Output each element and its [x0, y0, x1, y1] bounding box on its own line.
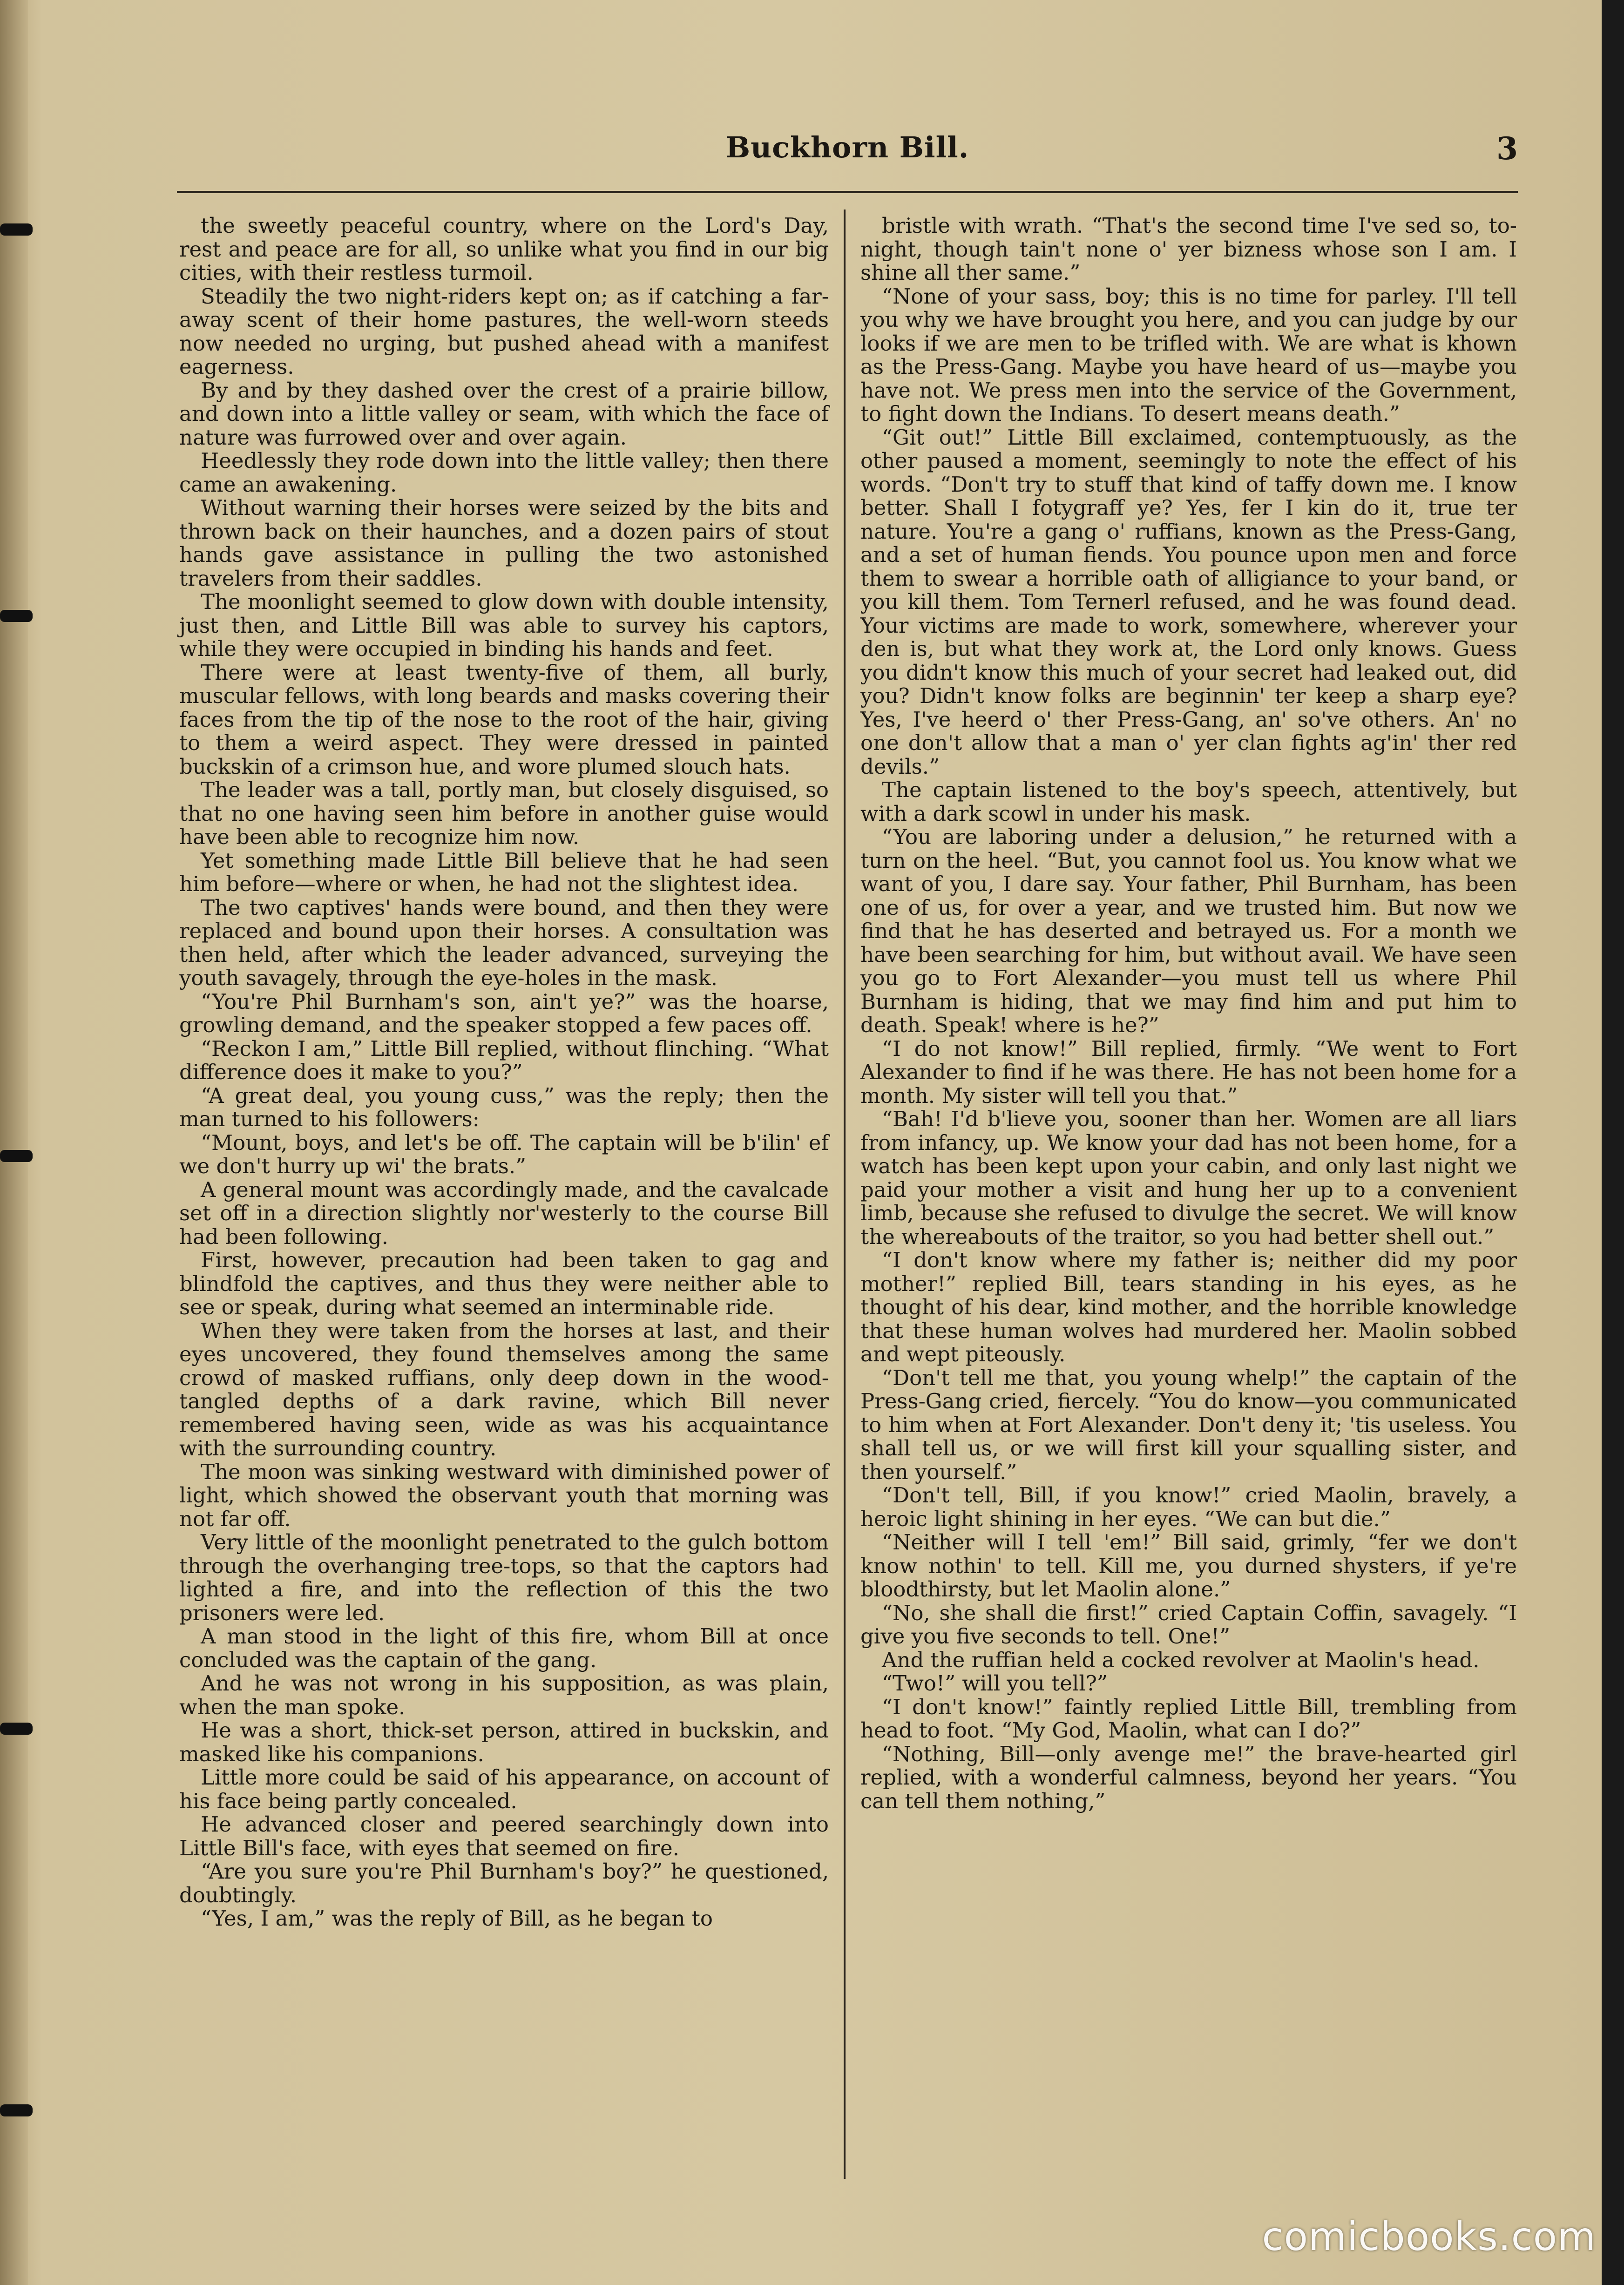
paragraph: And the ruffian held a cocked revolver at Maolin's head. — [882, 1647, 1480, 1672]
paragraph: “Mount, boys, and let's be off. The captain will be b'ilin' ef we don't hurry up wi' the brats.” — [179, 1130, 829, 1178]
paragraph: A general mount was accordingly made, and the cavalcade set off in a direction slightly nor'westerly to the course Bill had been following. — [179, 1177, 829, 1249]
paragraph: “No, she shall die first!” cried Captain Coffin, savagely. “I give you five seconds to tell. One!” — [860, 1600, 1517, 1649]
paragraph: “You're Phil Burnham's son, ain't ye?” was the hoarse, growling demand, and the speaker stopped a few paces off. — [179, 989, 829, 1037]
paragraph: He was a short, thick-set person, attired in buckskin, and masked like his companions. — [179, 1718, 829, 1766]
left-text-column — [179, 214, 829, 1931]
paragraph: And he was not wrong in his supposition, as was plain, when the man spoke. — [179, 1671, 829, 1719]
paragraph: Little more could be said of his appearance, on account of his face being partly concealed. — [179, 1765, 829, 1813]
paragraph: “Nothing, Bill—only avenge me!” the brave-hearted girl replied, with a wonderful calmness, beyond her years. “You can tell them nothing,” — [860, 1741, 1517, 1813]
paragraph: There were at least twenty-five of them, all burly, muscular fellows, with long beards and masks covering their faces from the tip of the nose to the root of the hair, giving to them a weird aspect. They were dressed in painted buckskin of a crimson hue, and wore plumed slouch hats. — [179, 660, 829, 779]
binding-edge — [0, 0, 28, 2285]
page-number: 3 — [1496, 130, 1518, 167]
running-title: Buckhorn Bill. — [725, 130, 969, 164]
binding-stitch — [0, 1723, 33, 1735]
paragraph: “Neither will I tell 'em!” Bill said, grimly, “fer we don't know nothin' to tell. Kill me, you durned shysters, if ye're bloodthirsty, but let Maolin alone.” — [860, 1530, 1517, 1602]
paragraph: First, however, precaution had been taken to gag and blindfold the captives, and thus they were neither able to see or speak, during what seemed an interminable ride. — [179, 1248, 829, 1319]
paragraph: The captain listened to the boy's speech, attentively, but with a dark scowl in under his mask. — [860, 777, 1517, 826]
paragraph: “You are laboring under a delusion,” he returned with a turn on the heel. “But, you cannot fool us. You know what we want of you, I dare say. Your father, Phil Burnham, has been one of us, for over a year, and we trusted him. But now we find that he has deserted and betrayed us. For a month we have been searching for him, but without avail. We have seen you go to Fort Alexander—you must tell us where Phil Burnham is hiding, that we may find him and put him to death. Speak! where is he?” — [860, 825, 1517, 1037]
paragraph: “Bah! I'd b'lieve you, sooner than her. Women are all liars from infancy, up. We know your dad has not been home, for a watch has been kept upon your cabin, and only last night we paid your mother a visit and hung her up to a convenient limb, because she refused to divulge the secret. We will know the whereabouts of the traitor, so you had better shell out.” — [860, 1107, 1517, 1249]
paragraph: When they were taken from the horses at last, and their eyes uncovered, they found themselves among the same crowd of masked ruffians, only deep down in the wood-tangled depths of a dark ravine, which Bill never remembered having seen, wide as was his acquaintance with the surrounding country. — [179, 1318, 829, 1460]
paragraph: “None of your sass, boy; this is no time for parley. I'll tell you why we have brought you here, and you can judge by our looks if we are men to be trifled with. We are what is khown as the Press-Gang. Maybe you have heard of us—maybe you have not. We press men into the service of the Government, to fight down the Indians. To desert means death.” — [860, 284, 1517, 426]
paragraph: The moonlight seemed to glow down with double intensity, just then, and Little Bill was able to survey his captors, while they were occupied in binding his hands and feet. — [179, 589, 829, 661]
header-rule — [177, 191, 1518, 193]
paragraph: “Don't tell me that, you young whelp!” the captain of the Press-Gang cried, fiercely. “You do know—you communicated to him when at Fort Alexander. Don't deny it; 'tis useless. You shall tell us, or we will first kill your squalling sister, and then yourself.” — [860, 1365, 1517, 1484]
paragraph: Very little of the moonlight penetrated to the gulch bottom through the overhanging tree-tops, so that the captors had lighted a fire, and into the reflection of this the two prisoners were led. — [179, 1530, 829, 1625]
paragraph: The moon was sinking westward with diminished power of light, which showed the observant youth that morning was not far off. — [179, 1459, 829, 1531]
paragraph: “I do not know!” Bill replied, firmly. “We went to Fort Alexander to find if he was there. He has not been home for a month. My sister will tell you that.” — [860, 1036, 1517, 1108]
paragraph: Without warning their horses were seized by the bits and thrown back on their haunches, and a dozen pairs of stout hands gave assistance in pulling the two astonished travelers from their saddles. — [179, 495, 829, 591]
paragraph: By and by they dashed over the crest of a prairie billow, and down into a little valley or seam, with which the face of nature was furrowed over and over again. — [179, 378, 829, 450]
paragraph: “A great deal, you young cuss,” was the reply; then the man turned to his followers: — [179, 1083, 829, 1131]
binding-stitch — [0, 223, 33, 236]
paragraph: “I don't know!” faintly replied Little Bill, trembling from head to foot. “My God, Maolin, what can I do?” — [860, 1694, 1517, 1743]
paragraph: “Yes, I am,” was the reply of Bill, as he began to — [201, 1906, 713, 1931]
paragraph: bristle with wrath. “That's the second time I've sed so, to-night, though tain't none o' yer bizness whose son I am. I shine all ther same.” — [860, 213, 1517, 285]
paragraph: “Git out!” Little Bill exclaimed, contemptuously, as the other paused a moment, seemingly to note the effect of his words. “Don't try to stuff that kind of taffy down me. I know better. Shall I fotygraff ye? Yes, fer I kin do it, true ter nature. You're a gang o' ruffians, known as the Press-Gang, and a set of human fiends. You pounce upon men and force them to swear a horrible oath of alligiance to your band, or you kill them. Tom Ternerl refused, and he was found dead. Your victims are made to work, somewhere, wherever your den is, but what they work at, the Lord only knows. Guess you didn't know this much of your secret had leaked out, did you? Didn't know folks are beginnin' ter keep a sharp eye? Yes, I've heerd o' ther Press-Gang, an' so've others. An' no one don't allow that a man o' yer clan fights ag'in' ther red devils.” — [860, 425, 1517, 779]
paragraph: The leader was a tall, portly man, but closely disguised, so that no one having seen him before in another guise would have been able to recognize him now. — [179, 777, 829, 849]
paragraph: the sweetly peaceful country, where on the Lord's Day, rest and peace are for all, so unlike what you find in our big cities, with their restless turmoil. — [179, 213, 829, 285]
site-watermark: comicbooks.com — [1262, 2214, 1596, 2259]
paragraph: “Don't tell, Bill, if you know!” cried Maolin, bravely, a heroic light shining in her eyes. “We can but die.” — [860, 1483, 1517, 1531]
paragraph: The two captives' hands were bound, and then they were replaced and bound upon their horses. A consultation was then held, after which the leader advanced, surveying the youth savagely, through the eye-holes in the mask. — [179, 895, 829, 990]
paragraph: Heedlessly they rode down into the little valley; then there came an awakening. — [179, 448, 829, 497]
paragraph: “Are you sure you're Phil Burnham's boy?” he questioned, doubtingly. — [179, 1859, 829, 1907]
paragraph: He advanced closer and peered searchingly down into Little Bill's face, with eyes that seemed on fire. — [179, 1812, 829, 1860]
page-header — [177, 130, 1518, 172]
paragraph: “Reckon I am,” Little Bill replied, without flinching. “What difference does it make to you?” — [179, 1036, 829, 1084]
paragraph: A man stood in the light of this fire, whom Bill at once concluded was the captain of the gang. — [179, 1624, 829, 1672]
binding-stitch — [0, 2104, 33, 2116]
column-divider — [844, 210, 846, 2179]
binding-stitch — [0, 610, 33, 622]
paragraph: Steadily the two night-riders kept on; as if catching a far-away scent of their home pastures, the well-worn steeds now needed no urging, but pushed ahead with a manifest eagerness. — [179, 284, 829, 379]
paragraph: “Two!” will you tell?” — [882, 1671, 1108, 1696]
paragraph: “I don't know where my father is; neither did my poor mother!” replied Bill, tears standing in his eyes, as he thought of his dear, kind mother, and the horrible knowledge that these human wolves had murdered her. Maolin sobbed and wept piteously. — [860, 1248, 1517, 1366]
paragraph: Yet something made Little Bill believe that he had seen him before—where or when, he had not the slightest idea. — [179, 848, 829, 896]
binding-stitch — [0, 1150, 33, 1162]
right-text-column — [860, 214, 1517, 1813]
